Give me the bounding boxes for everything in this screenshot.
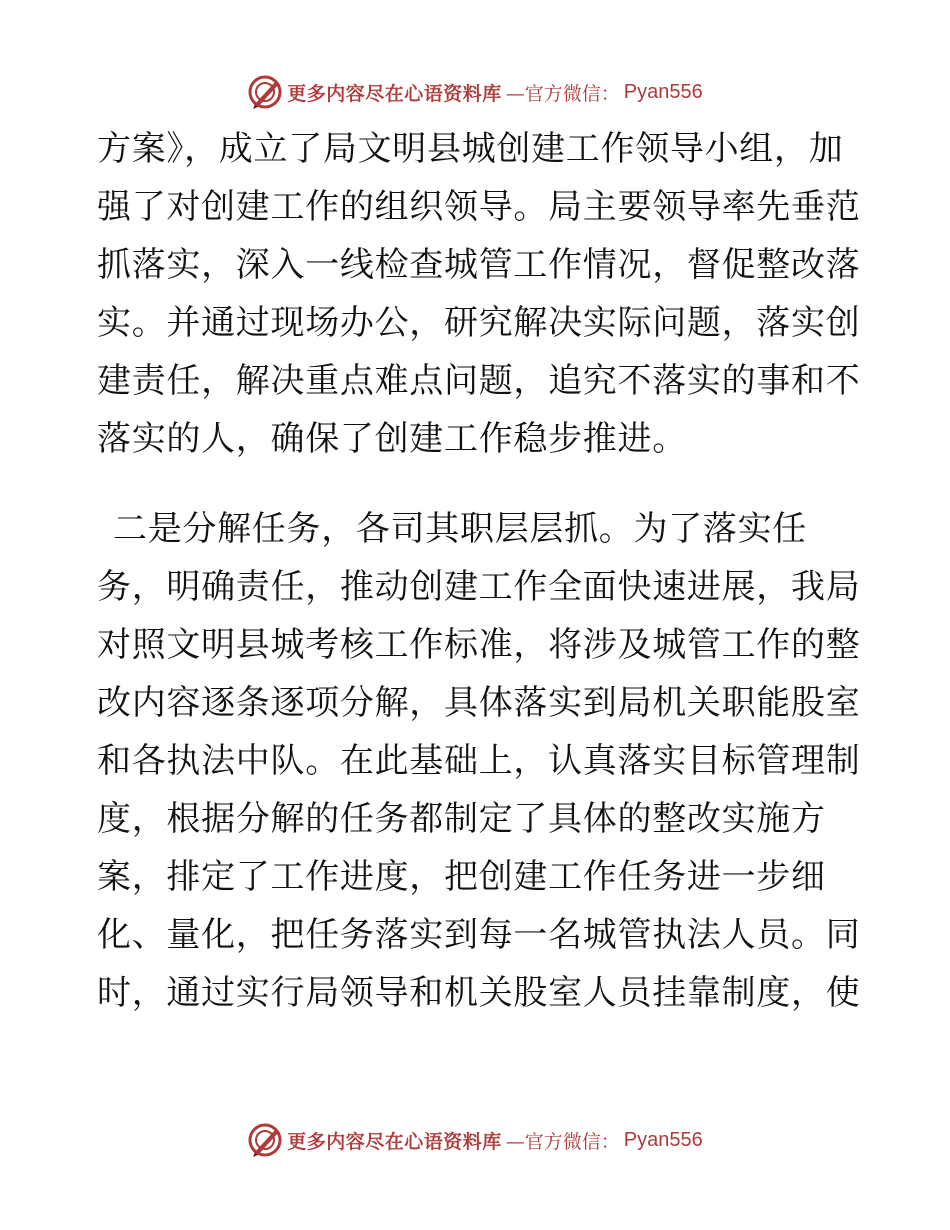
text-line: 化、量化，把任务落实到每一名城管执法人员。同: [97, 915, 861, 955]
text-line: 建责任，解决重点难点问题，追究不落实的事和不: [97, 361, 861, 401]
paragraph-2: [97, 500, 861, 1022]
footer-watermark: [0, 1120, 950, 1160]
text-line: 抓落实，深入一线检查城管工作情况，督促整改落: [97, 245, 861, 285]
text-line: 时，通过实行局领导和机关股室人员挂靠制度，使: [97, 973, 861, 1013]
watermark-wechat-label: —官方微信：: [505, 82, 620, 105]
watermark-text: 更多内容尽在心语资料库: [287, 82, 502, 105]
header-watermark: [0, 72, 950, 112]
watermark-wechat-label: —官方微信：: [505, 1130, 620, 1153]
watermark-text: 更多内容尽在心语资料库: [287, 1130, 502, 1153]
paragraph-1: [97, 120, 861, 468]
watermark-wechat-id: Pyan556: [623, 80, 703, 103]
text-line: 改内容逐条逐项分解，具体落实到局机关职能股室: [97, 683, 861, 723]
text-line: 二是分解任务，各司其职层层抓。为了落实任: [113, 509, 807, 549]
text-line: 案，排定了工作进度，把创建工作任务进一步细: [97, 857, 826, 897]
text-line: 和各执法中队。在此基础上，认真落实目标管理制: [97, 741, 861, 781]
text-line: 实。并通过现场办公，研究解决实际问题，落实创: [97, 303, 861, 343]
pen-logo-icon: [247, 1122, 283, 1158]
text-line: 落实的人，确保了创建工作稳步推进。: [97, 419, 687, 459]
pen-logo-icon: [247, 74, 283, 110]
text-line: 方案》，成立了局文明县城创建工作领导小组，加: [97, 129, 844, 169]
text-line: 对照文明县城考核工作标准，将涉及城管工作的整: [97, 625, 861, 665]
text-line: 务，明确责任，推动创建工作全面快速进展，我局: [97, 567, 861, 607]
document-body: [97, 120, 861, 1022]
text-line: 度，根据分解的任务都制定了具体的整改实施方: [97, 799, 826, 839]
text-line: 强了对创建工作的组织领导。局主要领导率先垂范: [97, 187, 861, 227]
watermark-wechat-id: Pyan556: [623, 1128, 703, 1151]
